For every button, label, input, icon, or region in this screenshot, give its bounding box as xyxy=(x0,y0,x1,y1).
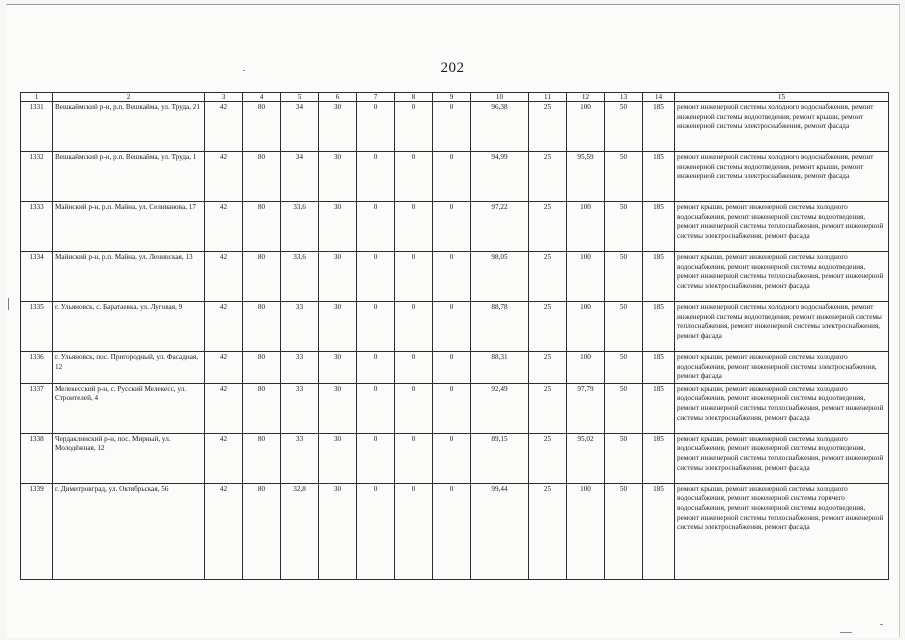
value-cell: 50 xyxy=(605,383,643,433)
value-cell: 30 xyxy=(319,433,357,483)
row-number-cell: 1334 xyxy=(21,252,53,302)
value-cell: 0 xyxy=(395,433,433,483)
value-cell: 0 xyxy=(395,352,433,384)
works-list-cell: ремонт крыши, ремонт инженерной системы холодного водоснабжения, ремонт инженерной системы водоотведения, ремонт инженерной системы теплоснабжения, ремонт инженерной системы электроснабжения, ремонт фасада xyxy=(675,433,889,483)
table-row xyxy=(21,102,889,152)
value-cell: 100 xyxy=(567,202,605,252)
column-number-row xyxy=(21,93,889,102)
value-cell: 80 xyxy=(243,383,281,433)
table-row xyxy=(21,152,889,202)
value-cell: 80 xyxy=(243,483,281,579)
value-cell: 25 xyxy=(529,433,567,483)
table-row xyxy=(21,483,889,579)
works-list-cell: ремонт инженерной системы холодного водоснабжения, ремонт инженерной системы водоотведения, ремонт крыши, ремонт инженерной системы электроснабжения, ремонт фасада xyxy=(675,102,889,152)
value-cell: 185 xyxy=(643,383,675,433)
value-cell: 0 xyxy=(357,352,395,384)
value-cell: 185 xyxy=(643,252,675,302)
value-cell: 34 xyxy=(281,102,319,152)
column-number: 8 xyxy=(395,93,433,102)
works-list-cell: ремонт крыши, ремонт инженерной системы холодного водоснабжения, ремонт инженерной системы водоотведения, ремонт инженерной системы теплоснабжения, ремонт инженерной системы электроснабжения, ремонт фасада xyxy=(675,252,889,302)
column-number: 1 xyxy=(21,93,53,102)
value-cell: 42 xyxy=(205,383,243,433)
scan-speck xyxy=(880,624,883,625)
value-cell: 0 xyxy=(357,383,395,433)
value-cell: 0 xyxy=(395,202,433,252)
value-cell: 33 xyxy=(281,383,319,433)
value-cell: 0 xyxy=(433,483,471,579)
value-cell: 42 xyxy=(205,302,243,352)
value-cell: 0 xyxy=(433,302,471,352)
value-cell: 100 xyxy=(567,483,605,579)
address-cell: г. Димитровград, ул. Октябрьская, 56 xyxy=(53,483,205,579)
value-cell: 25 xyxy=(529,252,567,302)
value-cell: 80 xyxy=(243,102,281,152)
value-cell: 95,59 xyxy=(567,152,605,202)
value-cell: 30 xyxy=(319,352,357,384)
address-cell: Мелекесский р-н, с. Русский Мелекесс, ул. Строителей, 4 xyxy=(53,383,205,433)
row-number-cell: 1336 xyxy=(21,352,53,384)
table-row xyxy=(21,352,889,384)
column-number: 12 xyxy=(567,93,605,102)
address-cell: Вешкаймский р-н, р.п. Вешкайма, ул. Труда, 1 xyxy=(53,152,205,202)
column-number: 5 xyxy=(281,93,319,102)
address-cell: г. Ульяновск, пос. Пригородный, ул. Фасадная, 12 xyxy=(53,352,205,384)
row-number-cell: 1339 xyxy=(21,483,53,579)
value-cell: 0 xyxy=(433,433,471,483)
column-number: 14 xyxy=(643,93,675,102)
value-cell: 33 xyxy=(281,352,319,384)
value-cell: 185 xyxy=(643,433,675,483)
address-cell: Майнский р-н, р.п. Майна, ул. Ленинская, 13 xyxy=(53,252,205,302)
value-cell: 185 xyxy=(643,102,675,152)
value-cell: 100 xyxy=(567,102,605,152)
value-cell: 100 xyxy=(567,352,605,384)
value-cell: 98,05 xyxy=(471,252,529,302)
value-cell: 42 xyxy=(205,433,243,483)
value-cell: 33 xyxy=(281,302,319,352)
column-number: 6 xyxy=(319,93,357,102)
value-cell: 0 xyxy=(433,352,471,384)
value-cell: 50 xyxy=(605,202,643,252)
value-cell: 0 xyxy=(357,202,395,252)
value-cell: 95,02 xyxy=(567,433,605,483)
value-cell: 25 xyxy=(529,152,567,202)
value-cell: 80 xyxy=(243,202,281,252)
works-list-cell: ремонт крыши, ремонт инженерной системы холодного водоснабжения, ремонт инженерной системы водоотведения, ремонт инженерной системы теплоснабжения, ремонт инженерной системы электроснабжения, ремонт фасада xyxy=(675,383,889,433)
value-cell: 50 xyxy=(605,483,643,579)
row-number-cell: 1337 xyxy=(21,383,53,433)
value-cell: 0 xyxy=(357,483,395,579)
value-cell: 33,6 xyxy=(281,202,319,252)
table-row xyxy=(21,433,889,483)
value-cell: 50 xyxy=(605,102,643,152)
value-cell: 0 xyxy=(395,152,433,202)
value-cell: 25 xyxy=(529,102,567,152)
value-cell: 80 xyxy=(243,352,281,384)
value-cell: 185 xyxy=(643,483,675,579)
column-number: 15 xyxy=(675,93,889,102)
value-cell: 42 xyxy=(205,152,243,202)
value-cell: 88,78 xyxy=(471,302,529,352)
value-cell: 0 xyxy=(395,252,433,302)
works-list-cell: ремонт инженерной системы холодного водоснабжения, ремонт инженерной системы водоотведения, ремонт инженерной системы теплоснабжения, ремонт инженерной системы электроснабжения, ремонт фасада xyxy=(675,302,889,352)
value-cell: 96,38 xyxy=(471,102,529,152)
value-cell: 92,49 xyxy=(471,383,529,433)
row-number-cell: 1331 xyxy=(21,102,53,152)
value-cell: 0 xyxy=(395,102,433,152)
row-number-cell: 1332 xyxy=(21,152,53,202)
row-number-cell: 1338 xyxy=(21,433,53,483)
works-list-cell: ремонт крыши, ремонт инженерной системы холодного водоснабжения, ремонт инженерной системы горячего водоснабжения, ремонт инженерной системы водоотведения, ремонт инженерной системы теплоснабжения, ремонт инженерной системы электроснабжения, ремонт фасада xyxy=(675,483,889,579)
value-cell: 94,99 xyxy=(471,152,529,202)
binding-mark xyxy=(8,298,15,310)
column-number: 9 xyxy=(433,93,471,102)
value-cell: 50 xyxy=(605,302,643,352)
value-cell: 0 xyxy=(395,383,433,433)
value-cell: 100 xyxy=(567,302,605,352)
value-cell: 30 xyxy=(319,152,357,202)
page-number: 202 xyxy=(440,60,465,76)
value-cell: 0 xyxy=(357,152,395,202)
column-number: 3 xyxy=(205,93,243,102)
value-cell: 30 xyxy=(319,483,357,579)
value-cell: 80 xyxy=(243,152,281,202)
value-cell: 0 xyxy=(395,483,433,579)
value-cell: 42 xyxy=(205,483,243,579)
value-cell: 30 xyxy=(319,252,357,302)
table-row xyxy=(21,252,889,302)
column-number: 11 xyxy=(529,93,567,102)
value-cell: 0 xyxy=(433,202,471,252)
value-cell: 34 xyxy=(281,152,319,202)
row-number-cell: 1335 xyxy=(21,302,53,352)
value-cell: 0 xyxy=(433,152,471,202)
value-cell: 0 xyxy=(433,383,471,433)
value-cell: 30 xyxy=(319,202,357,252)
column-number: 4 xyxy=(243,93,281,102)
value-cell: 97,22 xyxy=(471,202,529,252)
value-cell: 0 xyxy=(357,252,395,302)
value-cell: 30 xyxy=(319,102,357,152)
column-number: 2 xyxy=(53,93,205,102)
value-cell: 0 xyxy=(433,252,471,302)
address-cell: Вешкаймский р-н, р.п. Вешкайма, ул. Труда, 21 xyxy=(53,102,205,152)
table-row xyxy=(21,202,889,252)
works-list-cell: ремонт инженерной системы холодного водоснабжения, ремонт инженерной системы водоотведения, ремонт крыши, ремонт инженерной системы электроснабжения, ремонт фасада xyxy=(675,152,889,202)
value-cell: 25 xyxy=(529,202,567,252)
scan-speck xyxy=(840,632,852,633)
value-cell: 0 xyxy=(395,302,433,352)
value-cell: 0 xyxy=(357,102,395,152)
value-cell: 0 xyxy=(357,302,395,352)
value-cell: 25 xyxy=(529,483,567,579)
value-cell: 185 xyxy=(643,152,675,202)
value-cell: 33,6 xyxy=(281,252,319,302)
value-cell: 25 xyxy=(529,383,567,433)
value-cell: 185 xyxy=(643,352,675,384)
works-list-cell: ремонт крыши, ремонт инженерной системы холодного водоснабжения, ремонт инженерной системы электроснабжения, ремонт фасада xyxy=(675,352,889,384)
value-cell: 99,44 xyxy=(471,483,529,579)
row-number-cell: 1333 xyxy=(21,202,53,252)
value-cell: 50 xyxy=(605,152,643,202)
address-cell: г. Ульяновск, с. Баратаевка, ул. Луговая, 9 xyxy=(53,302,205,352)
value-cell: 42 xyxy=(205,352,243,384)
column-number: 13 xyxy=(605,93,643,102)
table-row xyxy=(21,383,889,433)
column-number: 7 xyxy=(357,93,395,102)
column-number: 10 xyxy=(471,93,529,102)
value-cell: 0 xyxy=(357,433,395,483)
value-cell: 33 xyxy=(281,433,319,483)
value-cell: 42 xyxy=(205,202,243,252)
value-cell: 30 xyxy=(319,383,357,433)
register-table xyxy=(20,92,889,580)
value-cell: 0 xyxy=(433,102,471,152)
value-cell: 80 xyxy=(243,252,281,302)
value-cell: 185 xyxy=(643,202,675,252)
value-cell: 25 xyxy=(529,302,567,352)
value-cell: 30 xyxy=(319,302,357,352)
value-cell: 42 xyxy=(205,102,243,152)
value-cell: 25 xyxy=(529,352,567,384)
value-cell: 80 xyxy=(243,433,281,483)
value-cell: 100 xyxy=(567,252,605,302)
value-cell: 50 xyxy=(605,352,643,384)
value-cell: 97,79 xyxy=(567,383,605,433)
table-row xyxy=(21,302,889,352)
works-list-cell: ремонт крыши, ремонт инженерной системы холодного водоснабжения, ремонт инженерной системы водоотведения, ремонт инженерной системы теплоснабжения, ремонт инженерной системы электроснабжения, ремонт фасада xyxy=(675,202,889,252)
value-cell: 80 xyxy=(243,302,281,352)
value-cell: 50 xyxy=(605,433,643,483)
value-cell: 32,8 xyxy=(281,483,319,579)
value-cell: 50 xyxy=(605,252,643,302)
value-cell: 42 xyxy=(205,252,243,302)
address-cell: Чердаклинский р-н, пос. Мирный, ул. Молодёжная, 12 xyxy=(53,433,205,483)
value-cell: 185 xyxy=(643,302,675,352)
address-cell: Майнский р-н, р.п. Майна, ул. Селиванова, 17 xyxy=(53,202,205,252)
value-cell: 88,31 xyxy=(471,352,529,384)
value-cell: 89,15 xyxy=(471,433,529,483)
